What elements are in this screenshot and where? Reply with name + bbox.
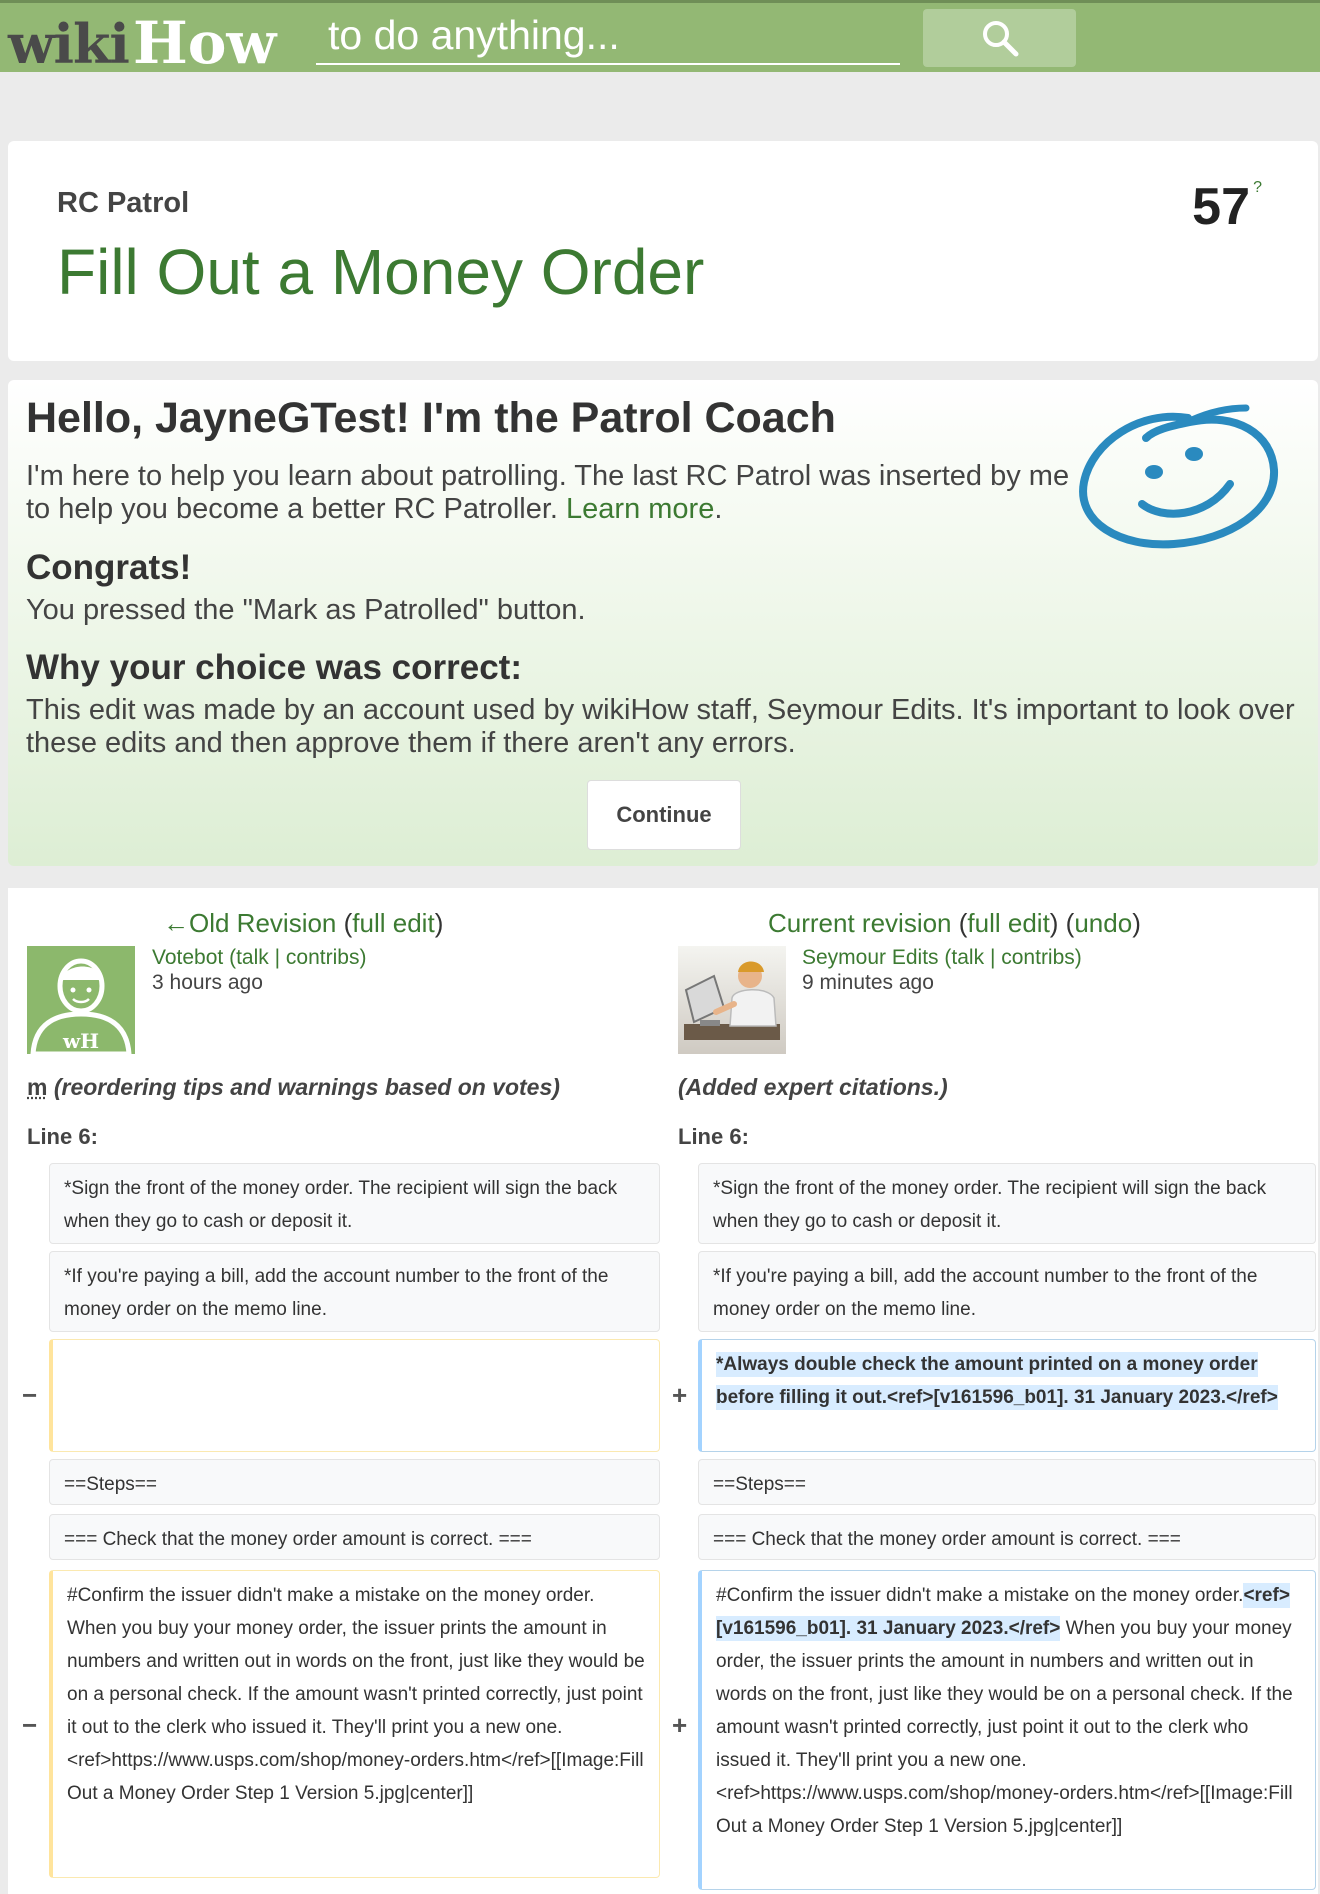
editor-at-computer-icon (678, 946, 786, 1054)
congrats-text: You pressed the "Mark as Patrolled" button. (26, 594, 586, 626)
new-user-link[interactable]: Seymour Edits (802, 946, 939, 969)
new-summary-text: (Added expert citations.) (678, 1074, 948, 1100)
wikihow-logo[interactable] (8, 9, 277, 77)
old-revision-header: ←Old Revision (full edit) (163, 908, 444, 938)
addition-marker: + (672, 1380, 688, 1410)
new-context-line: *Sign the front of the money order. The recipient will sign the back when they go to cash or deposit it. (698, 1163, 1316, 1244)
new-paren-open: ( (944, 946, 952, 969)
logo-how: How (132, 9, 277, 77)
new-added-line (698, 1339, 1316, 1452)
added-citation-highlight: <ref>[v161596_b01]. 31 January 2023.</ref> (716, 1585, 1290, 1639)
old-context-line: === Check that the money order amount is correct. === (49, 1514, 660, 1560)
new-context-line: === Check that the money order amount is correct. === (698, 1514, 1316, 1560)
wikihow-avatar-icon (27, 946, 135, 1054)
new-talk-link[interactable]: talk (951, 946, 985, 969)
votebot-avatar[interactable] (27, 946, 135, 1054)
old-sep: | (274, 946, 281, 969)
page-title[interactable]: Fill Out a Money Order (57, 236, 705, 308)
why-heading: Why your choice was correct: (26, 648, 522, 687)
patrol-coach-panel (8, 380, 1318, 866)
new-context-line: ==Steps== (698, 1459, 1316, 1505)
learn-more-link[interactable]: Learn more (566, 493, 715, 525)
deletion-marker: − (22, 1710, 38, 1740)
new-line-text-a: #Confirm the issuer didn't make a mistake on the money order. (716, 1585, 1244, 1606)
old-deleted-line-empty (49, 1339, 660, 1452)
old-contribs-link[interactable]: contribs (285, 946, 360, 969)
continue-button[interactable]: Continue (587, 780, 741, 850)
search-input[interactable] (316, 11, 900, 59)
new-line-number: Line 6: (678, 1124, 749, 1149)
old-summary-text: (reordering tips and warnings based on votes) (53, 1074, 560, 1100)
new-contribs-link[interactable]: contribs (1001, 946, 1075, 969)
search-icon (980, 18, 1020, 58)
svg-text:wH: wH (62, 1029, 100, 1053)
old-paren-open: ( (229, 946, 237, 969)
new-timestamp: 9 minutes ago (802, 971, 934, 994)
congrats-heading: Congrats! (26, 548, 192, 587)
new-changed-line (698, 1570, 1316, 1890)
new-line-text-b: When you buy your money order, the issuer prints the amount in numbers and written out in words on the front, just like they would be on a personal check. If the amount wasn't printed correctly, just point it out to the clerk who issued it. They'll print you a new one.<ref>https://www.usps.com/shop/money-orders.htm</ref>[[Image:Fill Out a Money Order Step 1 Version 5.jpg|center]] (716, 1618, 1293, 1837)
why-text: This edit was made by an account used by wikiHow staff, Seymour Edits. It's important to look over these edits and then approve them if there aren't any errors. (26, 694, 1295, 759)
added-text-highlight: *Always double check the amount printed on a money order before filling it out.<ref>[v161596_b01]. 31 January 2023.</ref> (716, 1354, 1278, 1408)
new-context-line: *If you're paying a bill, add the account number to the front of the money order on the memo line. (698, 1251, 1316, 1332)
new-user-line (802, 946, 1082, 970)
logo-wiki: wiki (8, 12, 129, 76)
search-box (316, 11, 900, 65)
old-user-link[interactable]: Votebot (152, 946, 224, 969)
old-context-line: ==Steps== (49, 1459, 660, 1505)
current-revision-link[interactable]: Current revision (768, 908, 952, 938)
count-help-link[interactable]: ? (1253, 179, 1262, 196)
section-label: RC Patrol (57, 187, 190, 219)
undo-link[interactable]: undo (1074, 908, 1133, 938)
old-line-number: Line 6: (27, 1124, 98, 1149)
old-context-line: *If you're paying a bill, add the account number to the front of the money order on the memo line. (49, 1251, 660, 1332)
diff-panel (8, 888, 1318, 1894)
old-paren-close: ) (359, 946, 367, 969)
new-sep: | (989, 946, 996, 969)
new-revision-header: Current revision (full edit) (undo) (768, 908, 1141, 938)
addition-marker: + (672, 1710, 688, 1740)
old-talk-link[interactable]: talk (236, 946, 269, 969)
coach-intro (26, 460, 1086, 526)
smiley-icon (1070, 400, 1290, 560)
article-title-card (8, 141, 1318, 361)
old-timestamp: 3 hours ago (152, 971, 263, 994)
old-user-line (152, 946, 366, 970)
top-bar (0, 0, 1320, 77)
minor-edit-marker: m (27, 1074, 48, 1100)
search-button[interactable] (923, 9, 1076, 67)
old-edit-summary (27, 1074, 560, 1101)
new-full-edit-link[interactable]: full edit (967, 908, 1050, 938)
seymour-edits-avatar[interactable] (678, 946, 786, 1054)
coach-intro-text: I'm here to help you learn about patrolling. The last RC Patrol was inserted by me to help you become a better RC Patroller. (26, 460, 1070, 525)
coach-intro-end: . (714, 493, 723, 525)
new-paren-close: ) (1074, 946, 1082, 969)
coach-greeting: Hello, JayneGTest! I'm the Patrol Coach (26, 394, 836, 442)
old-changed-line: #Confirm the issuer didn't make a mistake on the money order. When you buy your money order, the issuer prints the amount in numbers and written out in words on the front, just like they would be on a personal check. If the amount wasn't printed correctly, just point it out to the clerk who issued it. They'll print you a new one.<ref>https://www.usps.com/shop/money-orders.htm</ref>[[Image:Fill Out a Money Order Step 1 Version 5.jpg|center]] (49, 1570, 660, 1878)
old-full-edit-link[interactable]: full edit (352, 908, 435, 938)
deletion-marker: − (22, 1380, 38, 1410)
remaining-count: 57 (1192, 178, 1250, 236)
old-context-line: *Sign the front of the money order. The recipient will sign the back when they go to cash or deposit it. (49, 1163, 660, 1244)
old-revision-link[interactable]: ←Old Revision (163, 908, 337, 938)
